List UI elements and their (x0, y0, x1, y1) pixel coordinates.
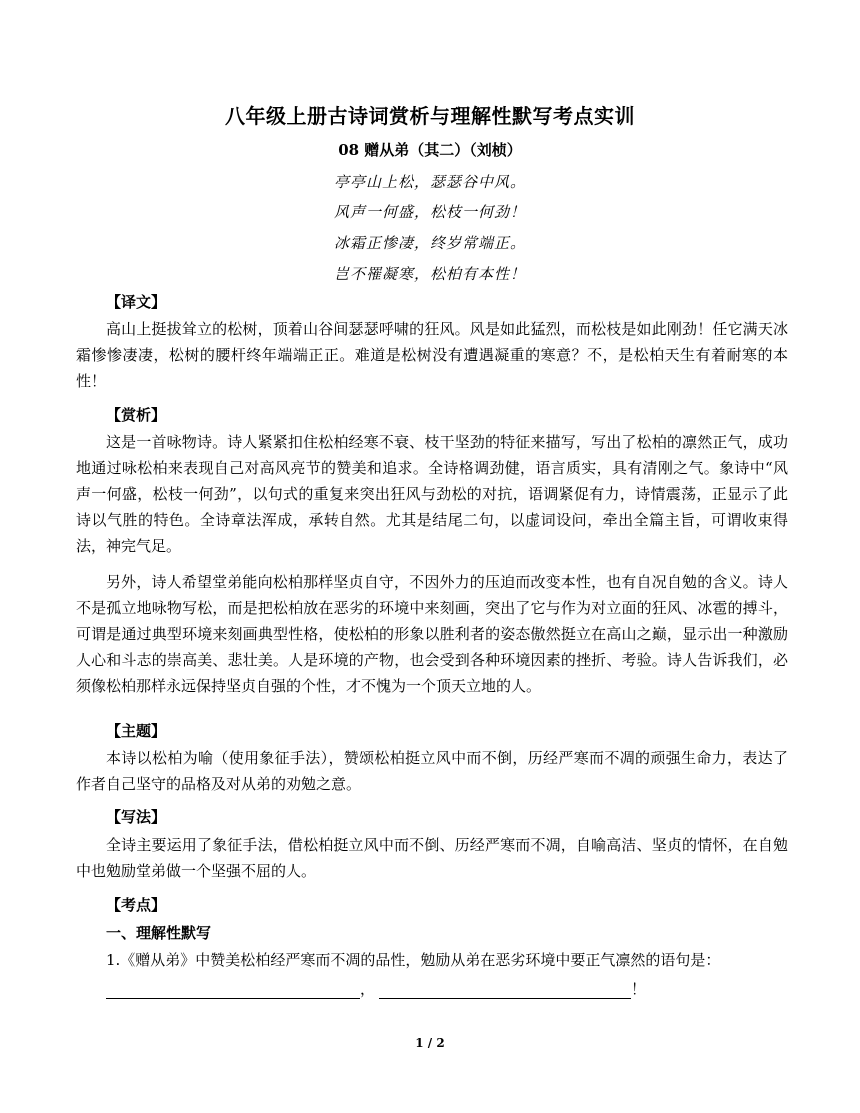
exam-heading: 【考点】 (106, 896, 167, 914)
poem-line-2: 风声一何盛，松枝一何劲！ (333, 203, 526, 221)
answer-blanks (106, 978, 646, 999)
answer-blank-2[interactable] (379, 980, 631, 999)
exam-subheading: 一、理解性默写 (106, 924, 212, 942)
poem-heading: 08 赠从弟（其二）（刘桢） (338, 141, 522, 159)
appreciation-paragraph-2: 另外，诗人希望堂弟能向松柏那样坚贞自守，不因外力的压迫而改变本性，也有自况自勉的含义。诗人不是孤立地咏物写松，而是把松柏放在恶劣的环境中来刻画，突出了它与作为对立面的狂风、冰雹的搏斗，可谓是通过典型环境来刻画典型性格，使松柏的形象以胜利者的姿态傲然挺立在高山之巅，显示出一种激励人心和斗志的崇高美、悲壮美。人是环境的产物，也会受到各种环境因素的挫折、考验。诗人告诉我们，必须像松柏那样永远保持坚贞自强的个性，才不愧为一个顶天立地的人。 (76, 573, 788, 695)
translation-heading: 【译文】 (106, 293, 167, 311)
translation-text: 高山上挺拔耸立的松树，顶着山谷间瑟瑟呼啸的狂风。风是如此猛烈，而松枝是如此刚劲！任它满天冰霜惨惨凄凄，松树的腰杆终年端端正正。难道是松树没有遭遇凝重的寒意？不，是松柏天生有着耐寒的本性！ (76, 320, 788, 390)
exam-question-1: 1.《赠从弟》中赞美松柏经严寒而不凋的品性，勉励从弟在恶劣环境中要正气凛然的语句是： (106, 951, 721, 969)
page-number: 1 / 2 (415, 1036, 445, 1050)
answer-blank-1[interactable] (106, 980, 360, 999)
poem-line-4: 岂不罹凝寒，松柏有本性！ (333, 265, 526, 283)
technique-text: 全诗主要运用了象征手法，借松柏挺立风中而不倒、历经严寒而不凋，自喻高洁、坚贞的情怀，在自勉中也勉励堂弟做一个坚强不屈的人。 (76, 836, 788, 880)
appreciation-heading: 【赏析】 (106, 406, 167, 424)
theme-heading: 【主题】 (106, 722, 167, 740)
page-title: 八年级上册古诗词赏析与理解性默写考点实训 (225, 104, 635, 128)
technique-heading: 【写法】 (106, 808, 167, 826)
blank-end-mark: ！ (631, 980, 647, 998)
poem-line-1: 亭亭山上松，瑟瑟谷中风。 (333, 173, 526, 191)
blank-separator: ， (360, 980, 376, 998)
appreciation-paragraph-1: 这是一首咏物诗。诗人紧紧扣住松柏经寒不衰、枝干坚劲的特征来描写，写出了松柏的凛然正气，成功地通过咏松柏来表现自己对高风亮节的赞美和追求。全诗格调劲健，语言质实，具有清刚之气。象诗中“风声一何盛，松枝一何劲”，以句式的重复来突出狂风与劲松的对抗，语调紧促有力，诗情震荡，正显示了此诗以气胜的特色。全诗章法浑成，承转自然。尤其是结尾二句，以虚词设问，牵出全篇主旨，可谓收束得法，神完气足。 (76, 433, 788, 555)
poem-line-3: 冰霜正惨凄，终岁常端正。 (333, 234, 526, 252)
theme-text: 本诗以松柏为喻（使用象征手法），赞颂松柏挺立风中而不倒，历经严寒而不凋的顽强生命力，表达了作者自己坚守的品格及对从弟的劝勉之意。 (76, 749, 788, 793)
